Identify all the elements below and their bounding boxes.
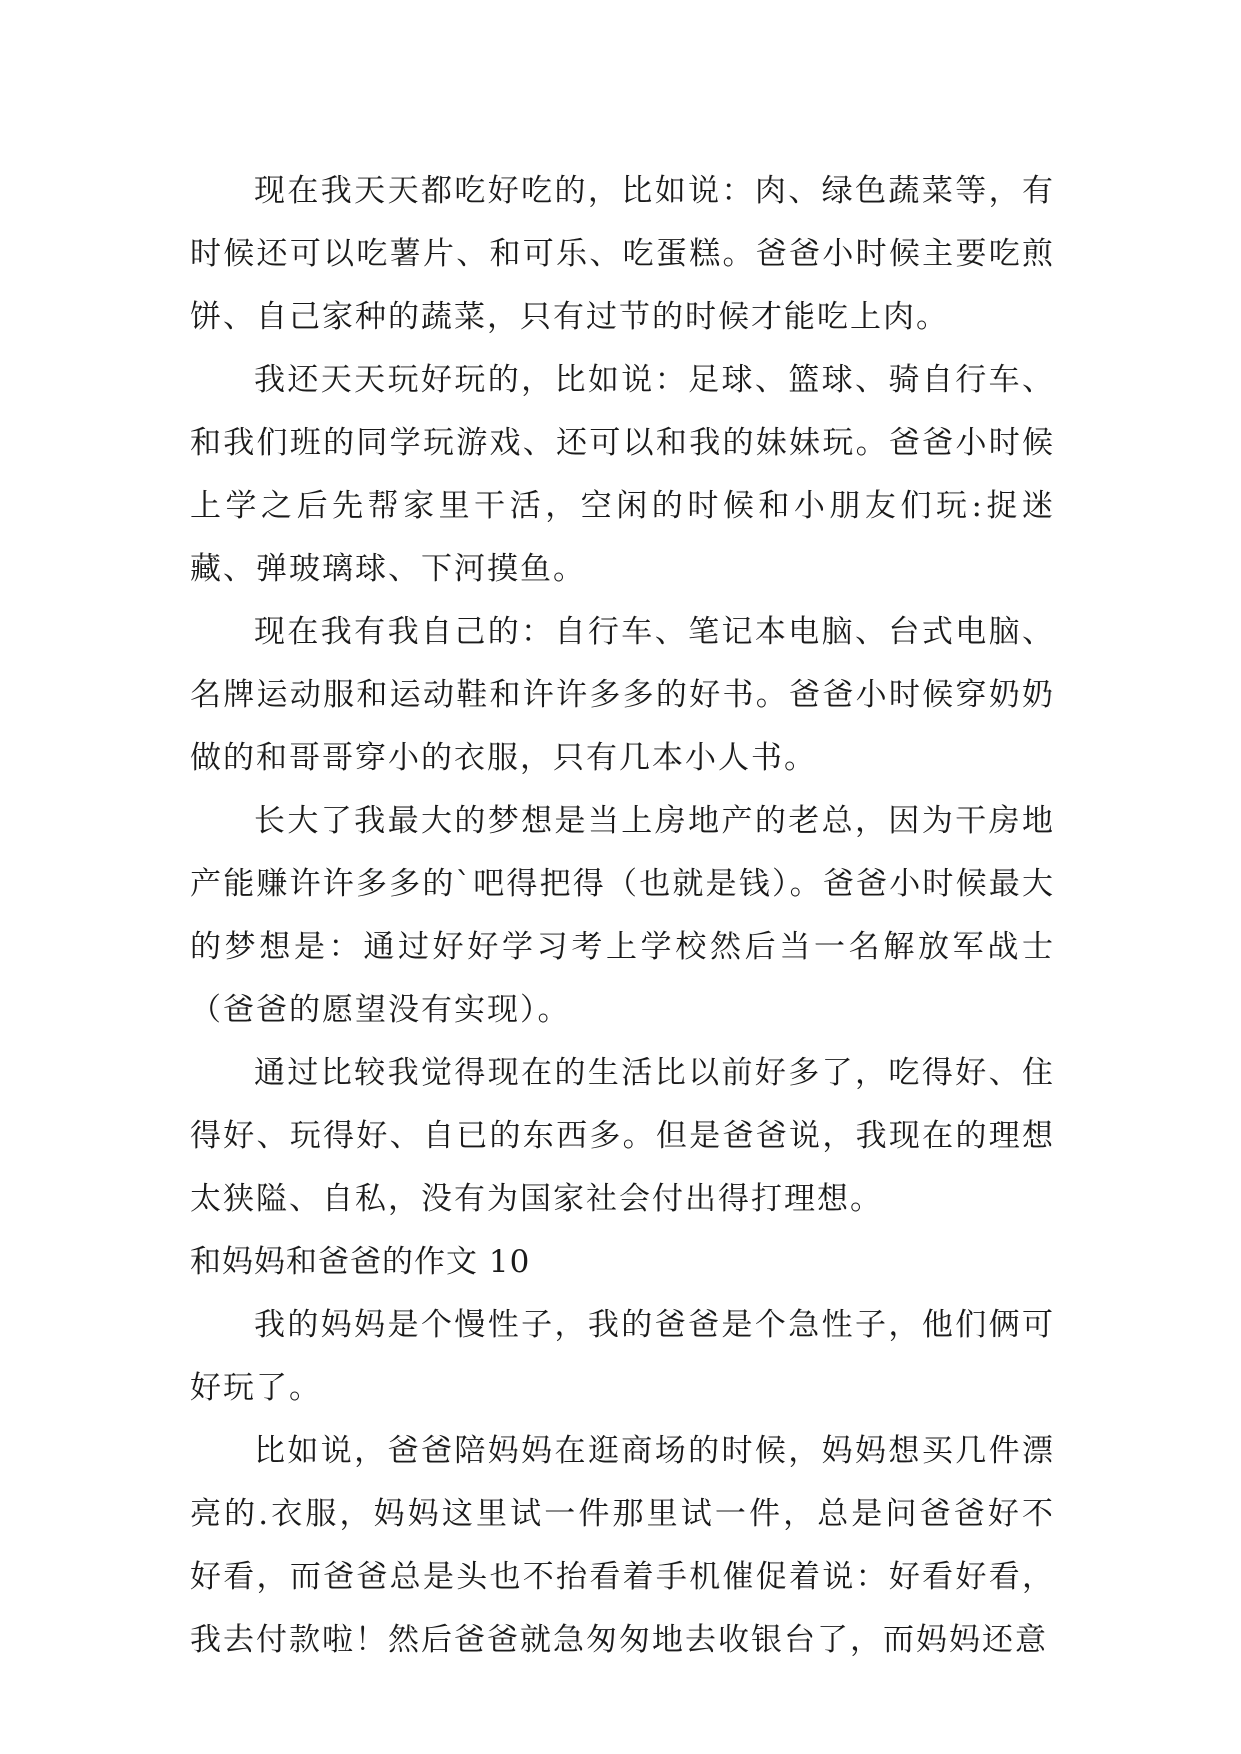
- body-paragraph: 长大了我最大的梦想是当上房地产的老总，因为干房地产能赚许许多多的`吧得把得（也就是钱）。爸爸小时候最大的梦想是：通过好好学习考上学校然后当一名解放军战士（爸爸的愿望没有实现）。: [190, 803, 1055, 1028]
- body-paragraph: 现在我有我自己的：自行车、笔记本电脑、台式电脑、名牌运动服和运动鞋和许许多多的好书。爸爸小时候穿奶奶做的和哥哥穿小的衣服，只有几本小人书。: [190, 614, 1055, 776]
- body-paragraph: 通过比较我觉得现在的生活比以前好多了，吃得好、住得好、玩得好、自已的东西多。但是爸爸说，我现在的理想太狭隘、自私，没有为国家社会付出得打理想。: [190, 1055, 1055, 1217]
- section-heading: 和妈妈和爸爸的作文 10: [190, 1244, 531, 1280]
- document-page: [190, 160, 1055, 1672]
- body-paragraph: 比如说，爸爸陪妈妈在逛商场的时候，妈妈想买几件漂亮的.衣服，妈妈这里试一件那里试一件，总是问爸爸好不好看，而爸爸总是头也不抬看着手机催促着说：好看好看，我去付款啦！然后爸爸就急匆匆地去收银台了，而妈妈还意: [190, 1433, 1055, 1658]
- body-paragraph: 我的妈妈是个慢性子，我的爸爸是个急性子，他们俩可好玩了。: [190, 1307, 1055, 1406]
- body-paragraph: 现在我天天都吃好吃的，比如说：肉、绿色蔬菜等，有时候还可以吃薯片、和可乐、吃蛋糕。爸爸小时候主要吃煎饼、自己家种的蔬菜，只有过节的时候才能吃上肉。: [190, 173, 1055, 335]
- body-paragraph: 我还天天玩好玩的，比如说：足球、篮球、骑自行车、和我们班的同学玩游戏、还可以和我的妹妹玩。爸爸小时候上学之后先帮家里干活，空闲的时候和小朋友们玩:捉迷藏、弹玻璃球、下河摸鱼。: [190, 362, 1055, 587]
